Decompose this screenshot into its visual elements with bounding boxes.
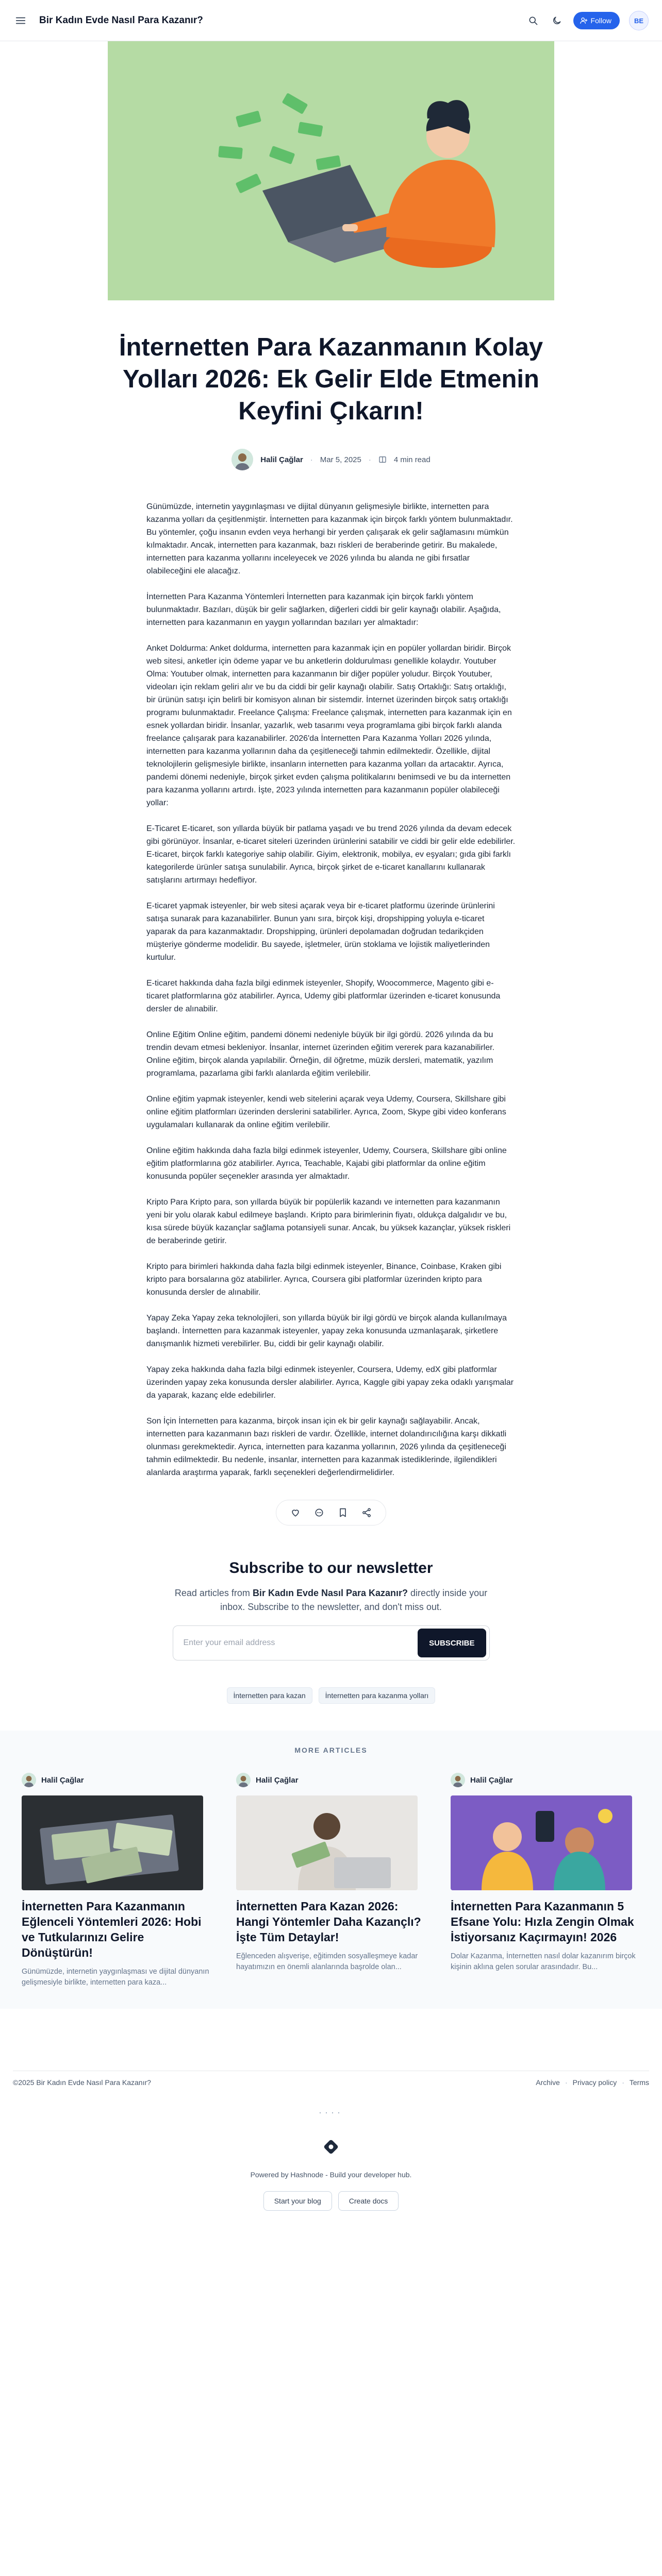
card-author bbox=[236, 1773, 426, 1787]
footer-buttons bbox=[0, 2191, 662, 2211]
card-thumbnail[interactable] bbox=[22, 1795, 203, 1890]
menu-icon[interactable] bbox=[13, 13, 28, 28]
meta-separator: · bbox=[368, 455, 371, 464]
card-title[interactable]: İnternetten Para Kazanmanın 5 Efsane Yolu: Hızla Zengin Olmak İstiyorsanız Kaçırmayın! 2026 bbox=[451, 1900, 634, 1944]
hashnode-logo-icon[interactable] bbox=[323, 2139, 339, 2155]
blog-avatar[interactable]: BE bbox=[629, 11, 649, 30]
article-card[interactable] bbox=[236, 1773, 426, 1988]
footer-separator: · bbox=[622, 2078, 624, 2087]
article-paragraph: Kripto para birimleri hakkında daha fazla bilgi edinmek isteyenler, Binance, Coinbase, Kraken gibi kripto para borsalarına göz atabilirler. Ayrıca, Coursera gibi platformlar üzerinden kripto para konusunda dersler de alınabilir. bbox=[146, 1262, 502, 1297]
follow-label: Follow bbox=[590, 16, 611, 25]
card-thumbnail[interactable] bbox=[451, 1795, 632, 1890]
newsletter-desc-suffix: directly inside your inbox. Subscribe to the newsletter, and don't miss out. bbox=[220, 1588, 488, 1612]
reactions-bar bbox=[276, 1500, 386, 1526]
article-paragraph: Online eğitim yapmak isteyenler, kendi web sitelerini açarak veya Udemy, Coursera, Skillshare gibi online eğitim platformları üzerinden derslerini satabilirler. Ayrıca, Zoom, Skype gibi video konferans uygulamaları kullanarak da online eğitim verilebilir. bbox=[146, 1095, 506, 1129]
card-title[interactable]: İnternetten Para Kazan 2026: Hangi Yöntemler Daha Kazançlı? İşte Tüm Detaylar! bbox=[236, 1900, 421, 1944]
more-articles-heading: MORE ARTICLES bbox=[294, 1746, 368, 1754]
search-icon[interactable] bbox=[526, 13, 540, 28]
author-name[interactable]: Halil Çağlar bbox=[260, 455, 303, 464]
newsletter-title: Subscribe to our newsletter bbox=[229, 1560, 433, 1577]
card-excerpt: Günümüzde, internetin yaygınlaşması ve dijital dünyanın gelişmesiyle birlikte, internetten para kazа... bbox=[22, 1968, 209, 1987]
newsletter-blog-name: Bir Kadın Evde Nasıl Para Kazanır? bbox=[252, 1588, 408, 1598]
card-excerpt: Eğlenceden alışverişe, eğitimden sosyalleşmeye kadar hayatımızın en önemli alanlarında başrolde olan... bbox=[236, 1952, 418, 1971]
email-input[interactable] bbox=[184, 1638, 418, 1648]
follow-button[interactable] bbox=[573, 12, 620, 29]
article-paragraph: Kripto Para Kripto para, son yıllarda büyük bir popülerlik kazandı ve internetten para kazanmanın yeni bir yolu olarak kabul edilmeye başlandı. Kripto para birimlerinin fiyatı, oldukça dalgalıdır ve bu, kısa sürede büyük kazançlar sağlama potansiyeli sunar. Ancak, bu yüksek kazançlar, yüksek riskleri de beraberinde getirir. bbox=[146, 1198, 511, 1245]
post-title: İnternetten Para Kazanmanın Kolay Yolları 2026: Ek Gelir Elde Etmenin Keyfini Çıkarın! bbox=[119, 333, 543, 425]
card-author-avatar bbox=[22, 1773, 36, 1787]
hero-image bbox=[108, 41, 554, 300]
card-author bbox=[22, 1773, 211, 1787]
article-paragraph: Anket Doldurma: Anket doldurma, internetten para kazanmak için en popüler yollardan biridir. Birçok web sitesi, anketler için ödeme yapar ve bu anketlerin doldurulması genellikle kolaydır. Youtuber Olma: Youtuber olmak, internetten para kazanmanın bir diğer popüler yoludur. Birçok Youtuber, videoları için reklam geliri alır ve bu da ciddi bir gelir kaynağı olabilir. Satış Ortaklığı: Satış ortaklığı, bir ürünün satışı için belirli bir komisyon alınan bir sistemdir. İnternet üzerinden birçok satış ortaklığı programı bulunmaktadır. Freelance Çalışma: Freelance çalışmak, internetten para kazanmak için en esnek yollardan biridir. İnsanlar, yazarlık, web tasarımı veya programlama gibi birçok farklı alanda freelance çalışarak para kazanabilirler. 2026'da İnternetten Para Kazanma Yolları 2026 yılında, internetten para kazanma yollarının daha da çeşitleneceği tahmin edilmektedir. Özellikle, dijital teknolojilerin gelişmesiyle birlikte, insanların internetten para kazanma yolları da artacaktır. Ayrıca, pandemi dönemi nedeniyle, birçok şirket evden çalışma politikalarını benimsedi ve bu da internetten para kazanma yollarını artırdı. İşte, 2023 yılında internetten para kazanmanın popüler olabileceği yollar: bbox=[146, 644, 512, 807]
subscribe-form bbox=[173, 1625, 490, 1660]
article-paragraph: Online Eğitim Online eğitim, pandemi dönemi nedeniyle büyük bir ilgi gördü. 2026 yılında da bu trendin devam etmesi bekleniyor. İnsanlar, internet üzerinden eğitim vererek para kazanabilirler. Online eğitim, birçok alanda yapılabilir. Örneğin, dil öğretme, müzik dersleri, matematik, yazılım programlama, pazarlama gibi farklı alanlarda eğitim verilebilir. bbox=[146, 1030, 495, 1078]
card-author-avatar bbox=[451, 1773, 465, 1787]
card-author-name[interactable]: Halil Çağlar bbox=[41, 1775, 84, 1785]
author-avatar[interactable] bbox=[231, 449, 253, 470]
footer-link-terms[interactable]: Terms bbox=[629, 2078, 649, 2087]
footer-links bbox=[536, 2078, 649, 2087]
copyright-text: ©2025 Bir Kadın Evde Nasıl Para Kazanır? bbox=[13, 2078, 151, 2087]
article-cards bbox=[22, 1773, 640, 1988]
card-title[interactable]: İnternetten Para Kazanmanın Eğlenceli Yöntemleri 2026: Hobi ve Tutkularınızı Gelire Dönüştürün! bbox=[22, 1900, 202, 1959]
card-author-name[interactable]: Halil Çağlar bbox=[470, 1775, 513, 1785]
article-paragraph: Yapay zeka hakkında daha fazla bilgi edinmek isteyenler, Coursera, Udemy, edX gibi platformlar üzerinden yapay zeka konusunda dersler alabilirler. Ayrıca, Kaggle gibi yapay zeka odaklı yarışmalar da yaparak, kazanç elde edebilirler. bbox=[146, 1365, 514, 1400]
post-meta bbox=[0, 449, 662, 470]
article-paragraph: Son İçin İnternetten para kazanma, birçok insan için ek bir gelir kaynağı sağlayabilir. Ancak, internetten para kazanmanın bazı riskleri de vardır. Özellikle, internet dolandırıcılığına karşı dikkatli olunması gerekmektedir. Ayrıca, internetten para kazanma yollarının, 2026 yılında da çeşitleneceği tahmin edilmektedir. Bu nedenle, insanlar, internetten para kazanmak istediklerinde, ilgilendikleri alanlarda araştırma yaparak, farklı seçenekleri değerlendirmelidirler. bbox=[146, 1417, 507, 1477]
share-icon[interactable] bbox=[358, 1504, 375, 1521]
article-paragraph: İnternetten Para Kazanma Yöntemleri İnternetten para kazanmak için birçok farklı yöntem bulunmaktadır. Bazıları, düşük bir gelir sağlarken, diğerleri ciddi bir gelir kaynağı olabilir. Aşağıda, internetten para kazanmanın en yaygın yollarından bazıları yer almaktadır: bbox=[146, 592, 501, 627]
bookmark-icon[interactable] bbox=[335, 1504, 351, 1521]
like-icon[interactable] bbox=[287, 1504, 304, 1521]
more-articles-section bbox=[0, 1731, 662, 2009]
tag-item[interactable]: İnternetten para kazanma yolları bbox=[319, 1687, 436, 1704]
meta-separator: · bbox=[310, 455, 313, 464]
article-paragraph: E-Ticaret E-ticaret, son yıllarda büyük bir patlama yaşadı ve bu trend 2026 yılında da devam edecek gibi görünüyor. İnsanlar, e-ticaret siteleri üzerinden ürünlerini satabilir ve ciddi bir gelir elde edebilirler. E-ticaret, birçok farklı kategoriye sahip olabilir. Giyim, elektronik, mobilya, ev eşyaları; gıda gibi farklı kategorilerde ürünler satışa sunulabilir. Ayrıca, birçok şirket de e-ticaret kanallarını kullanarak satışlarını artırmayı hedefliyor. bbox=[146, 824, 516, 885]
tag-list bbox=[0, 1687, 662, 1704]
card-author-avatar bbox=[236, 1773, 251, 1787]
footer bbox=[13, 2071, 649, 2087]
blog-title[interactable]: Bir Kadın Evde Nasıl Para Kazanır? bbox=[39, 14, 203, 26]
tag-item[interactable]: İnternetten para kazan bbox=[227, 1687, 312, 1704]
create-docs-button[interactable]: Create docs bbox=[338, 2191, 399, 2211]
post-date: Mar 5, 2025 bbox=[320, 455, 361, 464]
footer-link-archive[interactable]: Archive bbox=[536, 2078, 560, 2087]
article-paragraph: Günümüzde, internetin yaygınlaşması ve dijital dünyanın gelişmesiyle birlikte, internetten para kazanma yolları da çeşitlenmiştir. İnternetten para kazanmak için birçok farklı yöntem bulunmaktadır. Bu yöntemler, çoğu insanın evden veya herhangi bir yerden çalışarak ek gelir sağlamasını mümkün kılmaktadır. Ancak, internetten para kazanmak, bazı riskleri de beraberinde getirir. Bu makalede, internetten para kazanma yollarını inceleyecek ve 2026 yılında bu alanda ne gibi fırsatlar olabileceğini ele alacağız. bbox=[146, 502, 513, 575]
article-paragraph: Yapay Zeka Yapay zeka teknolojileri, son yıllarda büyük bir ilgi gördü ve birçok alanda kullanılmaya başlandı. İnternetten para kazanmak isteyenler, yapay zeka konusunda uzmanlaşarak, şirketlere danışmanlık hizmeti verebilirler. Bu, ciddi bir gelir kaynağı olabilir. bbox=[146, 1314, 507, 1348]
footer-dots: ···· bbox=[319, 2107, 343, 2117]
article-body bbox=[146, 500, 516, 1479]
subscribe-button[interactable]: SUBSCRIBE bbox=[418, 1629, 486, 1657]
newsletter-description bbox=[166, 1586, 496, 1614]
comment-icon[interactable] bbox=[311, 1504, 327, 1521]
card-author-name[interactable]: Halil Çağlar bbox=[256, 1775, 299, 1785]
newsletter-desc-prefix: Read articles from bbox=[174, 1588, 253, 1598]
powered-by-text: Powered by Hashnode - Build your developer hub. bbox=[250, 2171, 412, 2179]
footer-link-privacy[interactable]: Privacy policy bbox=[572, 2078, 617, 2087]
card-author bbox=[451, 1773, 640, 1787]
article-paragraph: E-ticaret yapmak isteyenler, bir web sitesi açarak veya bir e-ticaret platformu üzerinde ürünlerini satışa sunarak para kazanabilirler. Bunun yanı sıra, birçok kişi, dropshipping yoluyla e-ticaret yaparak da para kazanmaktadır. Dropshipping, ürünleri depolamadan doğrudan tedarikçiden müşteriye gönderme modelidir. Bu sayede, işletmeler, ürün stoklama ve lojistik maliyetlerinden kurtulur. bbox=[146, 902, 495, 962]
card-thumbnail[interactable] bbox=[236, 1795, 418, 1890]
read-time: 4 min read bbox=[393, 455, 431, 464]
card-excerpt: Dolar Kazanma, İnternetten nasıl dolar kazanırım birçok kişinin aklına gelen sorular arasındadır. Bu... bbox=[451, 1952, 636, 1971]
top-navbar bbox=[0, 0, 662, 41]
book-icon bbox=[378, 455, 387, 464]
dark-mode-icon[interactable] bbox=[550, 13, 564, 28]
article-card[interactable] bbox=[22, 1773, 211, 1988]
start-blog-button[interactable]: Start your blog bbox=[263, 2191, 332, 2211]
bottom-spacer bbox=[0, 2211, 662, 2242]
article-card[interactable] bbox=[451, 1773, 640, 1988]
newsletter-section bbox=[166, 1560, 496, 1660]
article-paragraph: E-ticaret hakkında daha fazla bilgi edinmek isteyenler, Shopify, Woocommerce, Magento gibi e-ticaret platformlarına göz atabilirler. Ayrıca, Udemy gibi platformlar üzerinden e-ticaret konusunda dersler de alınabilir. bbox=[146, 979, 501, 1013]
footer-separator: · bbox=[565, 2078, 568, 2087]
article-paragraph: Online eğitim hakkında daha fazla bilgi edinmek isteyenler, Udemy, Coursera, Skillshare gibi online eğitim platformlarına göz atabilirler. Ayrıca, Teachable, Kajabi gibi platformlar da online eğitim konusunda popüler seçenekler arasında yer almaktadır. bbox=[146, 1146, 507, 1181]
add-user-icon bbox=[580, 16, 588, 25]
